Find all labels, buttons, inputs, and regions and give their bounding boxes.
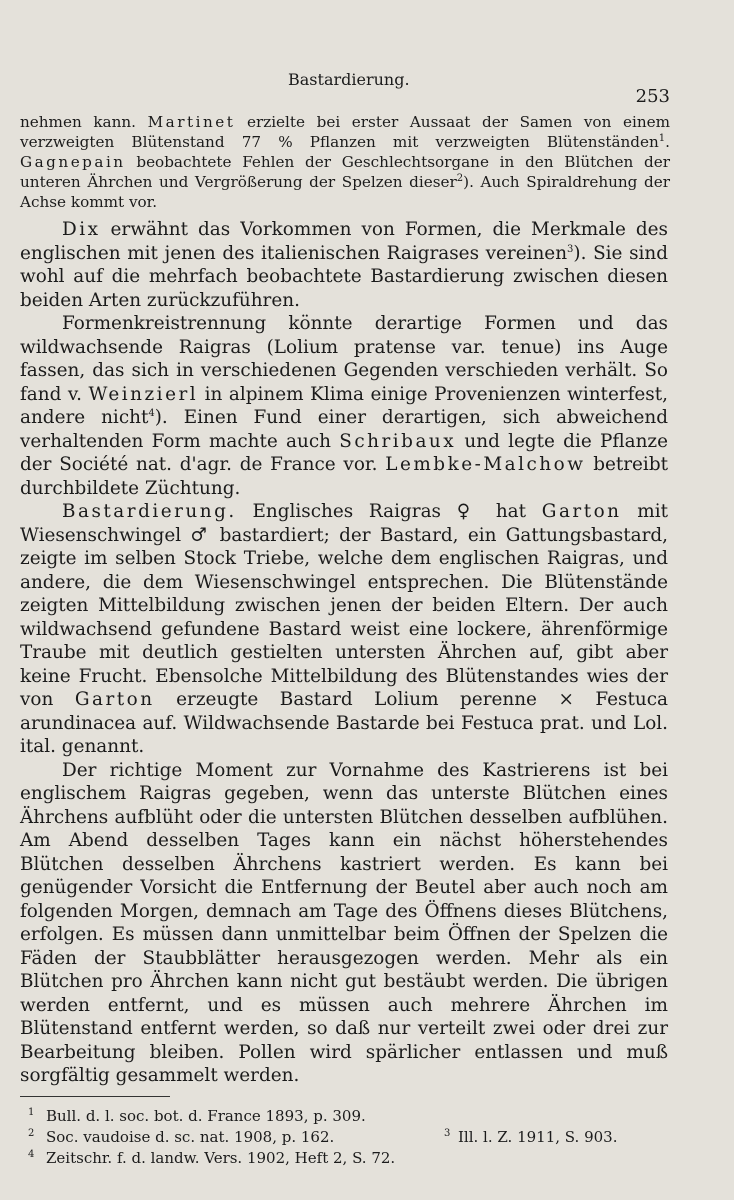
author-schribaux: Schribaux (339, 430, 457, 452)
intro-part-4: beobachtete Fehlen der Geschlechtsorgane in den Blütchen der unteren Ährchen und Vergrößerung der Spelzen dieser (20, 153, 670, 191)
footnote-ref-1: 1 (658, 132, 666, 144)
p3-text-1: Englisches Raigras ♀ hat (236, 501, 542, 522)
paragraph-formenkreis (20, 312, 668, 500)
footnote-ref-4: 4 (148, 407, 155, 419)
footnote-number: 3 (444, 1128, 451, 1139)
footnotes (20, 1106, 680, 1169)
p1-text-end: ). Sie sind wohl auf die mehrfach beobachtete Bastardierung zwischen diesen beiden Arten zurückzuführen. (20, 242, 669, 311)
footnote-text: Bull. d. l. soc. bot. d. France 1893, p. 309. (46, 1107, 366, 1125)
p3-text-2: mit Wiesenschwingel ♂ bastardiert; der Bastard, ein Gattungsbastard, zeigte im selben Stock Triebe, welche dem englischen Raigras, und andere, die dem Wiesenschwingel entsprechen. Die Blütenstände zeigten Mittelbildung zwischen jenen der beiden Eltern. Der auch wildwachsend gefundene Bastard weist eine lockere, ährenförmige Traube mit deutlich gestielten untersten Ährchen auf, gibt aber keine Frucht. Ebensolche Mittelbildung des Blütenstandes wies der von (20, 501, 668, 710)
p2-text-1: Formenkreistrennung könnte derartige Formen und das wildwachsende Raigras (Lolium pratense var. tenue) ins Auge fassen, das sich in verschiedenen Gegenden verschieden verhält. So fand v. (20, 313, 668, 405)
body-text (20, 218, 668, 1088)
paragraph-kastrieren: Der richtige Moment zur Vornahme des Kastrierens ist bei englischem Raigras gegeben, wenn das unterste Blütchen eines Ährchens aufblüht oder die untersten Blütchen desselben aufblühen. Am Abend desselben Tages kann ein nächst höherstehendes Blütchen desselben Ährchens kastriert werden. Es kann bei genügender Vorsicht die Entfernung der Beutel aber auch noch am folgenden Morgen, demnach am Tage des Öffnens dieses Blütchens, erfolgen. Es müssen dann unmittelbar beim Öffnen der Spelzen die Fäden der Staubblätter herausgezogen werden. Mehr als ein Blütchen pro Ährchen kann nicht gut bestäubt werden. Die übrigen werden entfernt, und es müssen auch mehrere Ährchen im Blütenstand entfernt werden, so daß nur verteilt zwei oder drei zur Bearbeitung bleiben. Pollen wird spärlicher entlassen und muß sorgfältig gesammelt werden. (20, 759, 668, 1086)
author-garton-1: Garton (541, 501, 622, 522)
author-weinzierl: Weinzierl (88, 383, 199, 405)
p3-text-3: erzeugte Bastard Lolium perenne × Festuca arundinacea auf. Wildwachsende Bastarde bei Festuca prat. und Lol. ital. genannt. (20, 689, 668, 757)
p1-text: erwähnt das Vorkommen von Formen, die Merkmale des englischen mit jenen des italienischen Raigrases vereinen (20, 219, 668, 264)
author-dix: Dix (62, 219, 101, 240)
footnote-ref-2: 2 (456, 172, 464, 184)
p2-text-5: betreibt durchbildete Züchtung. (20, 454, 668, 499)
p2-text-3: ). Einen Fund einer derartigen, sich abweichend verhaltenden Form machte auch (20, 407, 669, 452)
running-title: Bastardierung. (288, 70, 410, 89)
author-lembke-malchow: Lembke-Malchow (385, 454, 586, 475)
intro-part-2: erzielte bei erster Aussaat der Samen von einem verzweigten Blütenstand 77 % Pflanzen mit verzweigten Blütenständen (20, 113, 670, 151)
footnote-number: 1 (28, 1107, 35, 1118)
page-header (0, 66, 734, 107)
footnote-text: Ill. l. Z. 1911, S. 903. (458, 1128, 618, 1146)
intro-paragraph (20, 112, 670, 212)
footnote-4 (20, 1148, 680, 1169)
footnote-row-2-3 (20, 1127, 680, 1148)
footnote-number: 2 (28, 1128, 35, 1139)
p2-text-4: und legte die Pflanze der Société nat. d'agr. de France vor. (20, 430, 668, 475)
author-martinet: Martinet (147, 113, 236, 131)
paragraph-dix (20, 218, 668, 312)
page-number: 253 (635, 86, 670, 107)
intro-text (20, 112, 670, 212)
section-heading: Bastardierung. (62, 501, 237, 522)
intro-part-1: nehmen kann. (20, 113, 148, 131)
footnote-1 (20, 1106, 680, 1127)
footnote-text: Soc. vaudoise d. sc. nat. 1908, p. 162. (46, 1128, 335, 1146)
author-gagnepain: Gagnepain (20, 153, 126, 171)
p2-text-2: in alpinem Klima einige Provenienzen winterfest, andere nicht (20, 383, 668, 428)
footnote-text: Zeitschr. f. d. landw. Vers. 1902, Heft 2, S. 72. (46, 1149, 396, 1167)
footnote-divider (20, 1096, 170, 1097)
intro-part-3: . (665, 133, 670, 151)
paragraph-bastardierung (20, 500, 668, 759)
author-garton-2: Garton (74, 689, 155, 710)
footnote-ref-3: 3 (567, 243, 574, 255)
intro-part-5: ). Auch Spiraldrehung der Achse kommt vor. (20, 173, 671, 211)
footnote-number: 4 (28, 1149, 35, 1160)
